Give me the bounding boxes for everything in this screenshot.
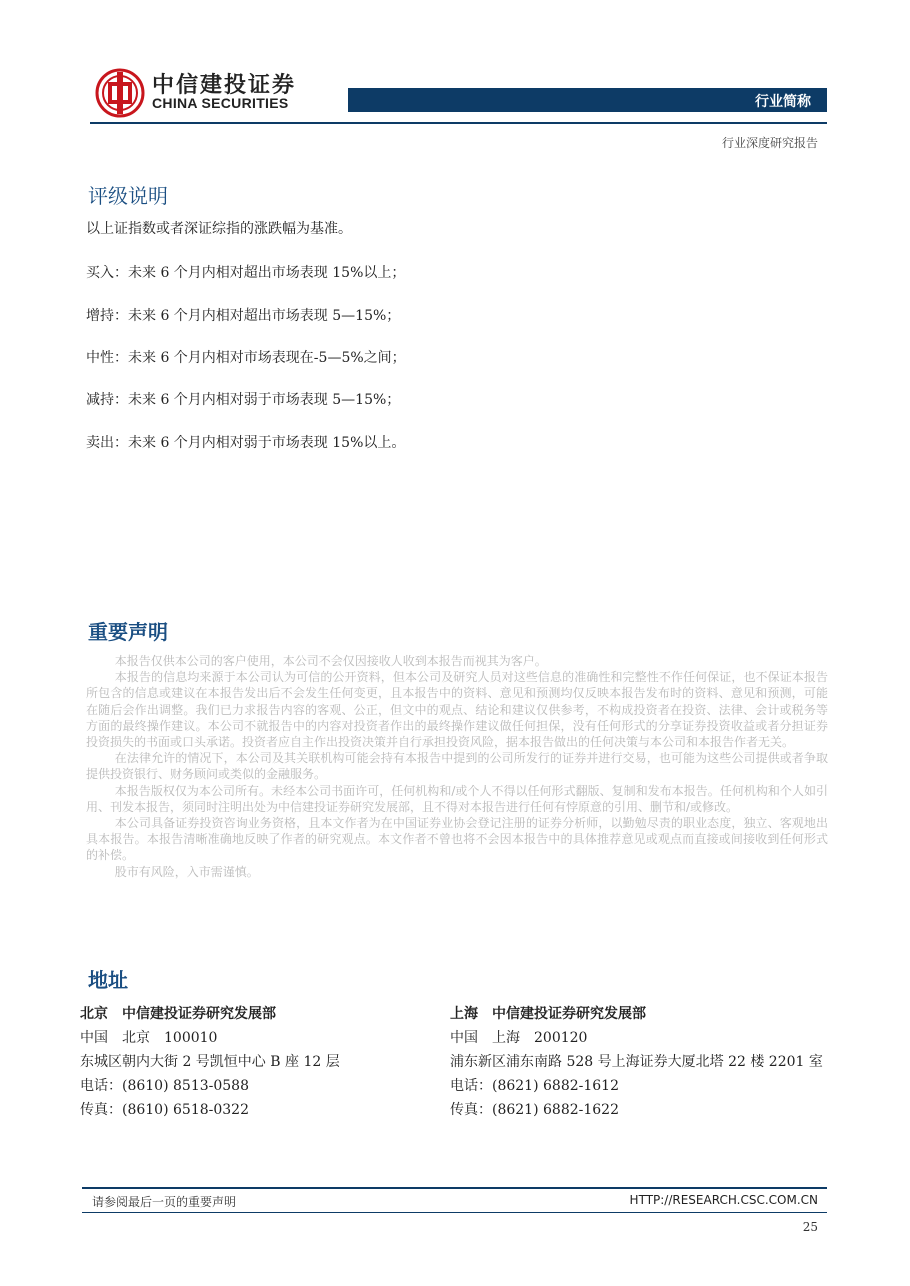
header-divider [90, 122, 827, 124]
rating-item-neutral: 中性：未来 6 个月内相对市场表现在-5—5%之间； [86, 350, 406, 366]
shanghai-head: 上海 中信建投证券研究发展部 [450, 1006, 646, 1022]
address-beijing [80, 1003, 340, 1123]
disclaimer-paragraph: 本报告版权仅为本公司所有。未经本公司书面许可，任何机构和/或个人不得以任何形式翻版、复制和发布本报告。任何机构和个人如引用、刊发本报告，须同时注明出处为中信建投证券研究发展部，且不得对本报告进行任何有悖原意的引用、删节和/或修改。 [86, 783, 828, 814]
rating-item-overweight: 增持：未来 6 个月内相对超出市场表现 5—15%； [86, 308, 401, 324]
beijing-phone: 电话：(8610) 8513-0588 [80, 1078, 249, 1094]
report-type: 行业深度研究报告 [721, 136, 818, 150]
disclaimer-paragraph: 股市有风险，入市需谨慎。 [114, 864, 259, 879]
footer-divider-bottom [82, 1212, 827, 1213]
brand-name-cn: 中信建投证券 [152, 73, 297, 98]
beijing-line2: 东城区朝内大街 2 号凯恒中心 B 座 12 层 [80, 1054, 340, 1070]
rating-item-sell: 卖出：未来 6 个月内相对弱于市场表现 15%以上。 [86, 435, 406, 451]
disclaimer-paragraph: 本报告仅供本公司的客户使用，本公司不会仅因接收人收到本报告而视其为客户。 [114, 654, 547, 668]
rating-title: 评级说明 [88, 184, 168, 208]
address-title: 地址 [88, 968, 128, 992]
footer-url-link[interactable]: HTTP://RESEARCH.CSC.COM.CN [629, 1193, 818, 1207]
page-number: 25 [802, 1220, 818, 1234]
shanghai-phone: 电话：(8621) 6882-1612 [450, 1078, 619, 1094]
shanghai-line2: 浦东新区浦东南路 528 号上海证券大厦北塔 22 楼 2201 室 [450, 1054, 823, 1070]
beijing-head: 北京 中信建投证券研究发展部 [80, 1006, 276, 1022]
beijing-line1: 中国 北京 100010 [80, 1030, 218, 1046]
brand-name-en: CHINA SECURITIES [152, 95, 289, 111]
disclaimer-paragraph: 本报告的信息均来源于本公司认为可信的公开资料，但本公司及研究人员对这些信息的准确性和完整性不作任何保证，也不保证本报告所包含的信息或建议在本报告发出后不会发生任何变更，且本报告中的资料、意见和预测均仅反映本报告发布时的资料、意见和预测，可能在随后会作出调整。我们已力求报告内容的客观、公正，但文中的观点、结论和建议仅供参考，不构成投资者在投资、法律、会计或税务等方面的最终操作建议。本公司不就报告中的内容对投资者作出的最终操作建议做任何担保，没有任何形式的分享证券投资收益或者分担证券投资损失的书面或口头承诺。投资者应自主作出投资决策并自行承担投资风险，据本报告做出的任何决策与本公司和本报告作者无关。 [86, 670, 828, 750]
disclaimer-paragraph: 在法律允许的情况下，本公司及其关联机构可能会持有本报告中提到的公司所发行的证券并进行交易，也可能为这些公司提供或者争取提供投资银行、财务顾问或类似的金融服务。 [86, 751, 828, 782]
shanghai-fax: 传真：(8621) 6882-1622 [450, 1102, 619, 1118]
shanghai-line1: 中国 上海 200120 [450, 1030, 588, 1046]
logo-icon [95, 68, 145, 118]
disclaimer-paragraph: 本公司具备证券投资咨询业务资格，且本文作者为在中国证券业协会登记注册的证券分析师，以勤勉尽责的职业态度，独立、客观地出具本报告。本报告清晰准确地反映了作者的研究观点。本文作者不曾也将不会因本报告中的具体推荐意见或观点而直接或间接收到任何形式的补偿。 [86, 816, 828, 863]
rating-item-buy: 买入：未来 6 个月内相对超出市场表现 15%以上； [86, 265, 406, 281]
footer-divider-top [82, 1187, 827, 1189]
footer-notice: 请参阅最后一页的重要声明 [92, 1195, 237, 1209]
address-shanghai [450, 1003, 823, 1123]
beijing-fax: 传真：(8610) 6518-0322 [80, 1102, 249, 1118]
rating-item-underweight: 减持：未来 6 个月内相对弱于市场表现 5—15%； [86, 392, 401, 408]
disclaimer-title: 重要声明 [88, 620, 168, 644]
header-bar-label: 行业简称 [755, 94, 811, 110]
header-bar [348, 88, 827, 112]
disclaimer-body [86, 653, 828, 880]
rating-intro: 以上证指数或者深证综指的涨跌幅为基准。 [86, 221, 352, 237]
